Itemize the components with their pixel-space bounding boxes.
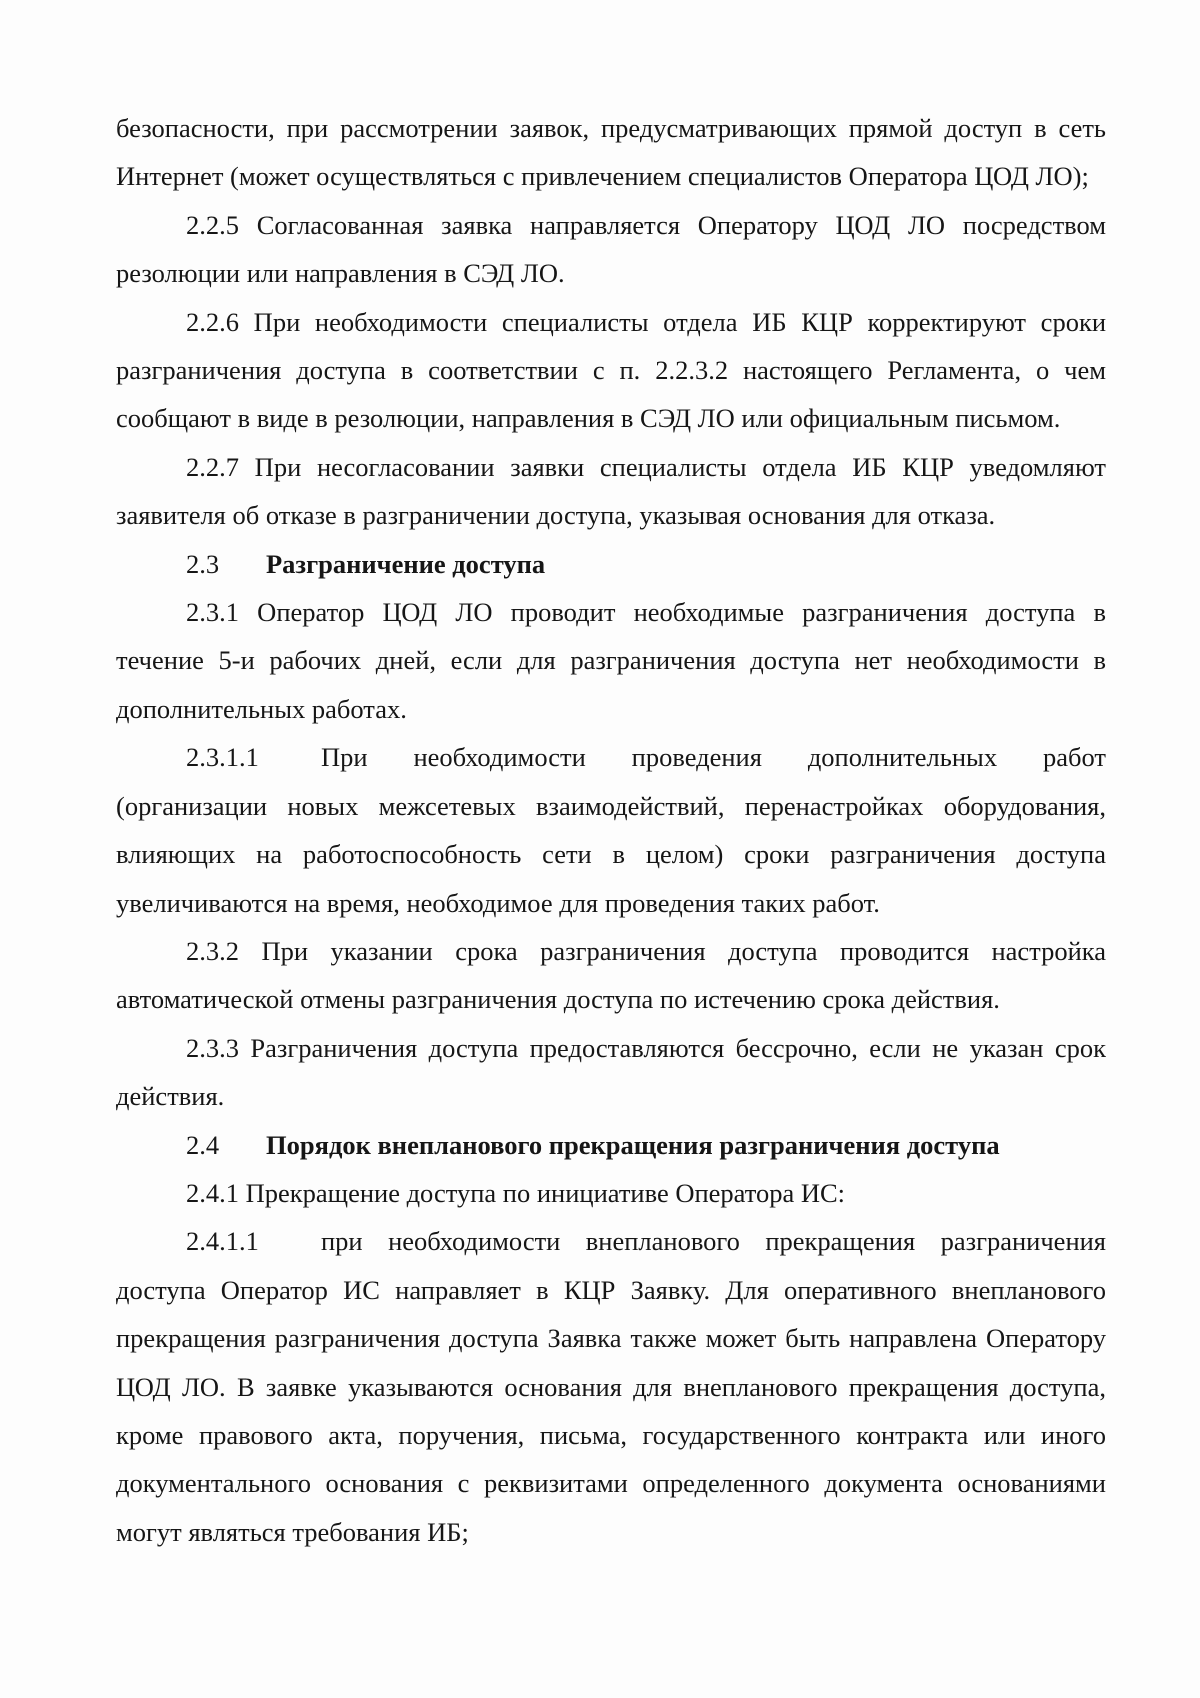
item-lead-words (321, 733, 1106, 781)
lead-word: прекращения (765, 1226, 916, 1257)
lead-word: проведения (631, 742, 762, 773)
paragraph-2-3-1-1-first-line (116, 733, 1106, 781)
paragraph-2-3-1-1-rest: (организации новых межсетевых взаимодействий, перенастройках оборудования, влияющих на работоспособность сети в целом) сроки разграничения доступа увеличиваются на время, необходимое для проведения таких работ. (116, 790, 1106, 918)
lead-word: При (321, 742, 368, 773)
lead-word: необходимости (388, 1226, 561, 1257)
paragraph-2-4-1-1-first-line (116, 1217, 1106, 1265)
paragraph-2-4-1: 2.4.1 Прекращение доступа по инициативе Оператора ИС: (186, 1177, 846, 1208)
section-heading-2-4 (116, 1121, 1106, 1169)
document-body (116, 104, 1106, 1556)
lead-word: разграничения (940, 1226, 1106, 1257)
item-number: 2.4.1.1 (186, 1226, 259, 1257)
paragraph-continuation: безопасности, при рассмотрении заявок, предусматривающих прямой доступ в сеть Интернет (может осуществляться с привлечением специалистов Оператора ЦОД ЛО); (116, 113, 1106, 192)
section-title: Порядок внепланового прекращения разграничения доступа (266, 1129, 1000, 1160)
section-heading-2-3 (116, 540, 1106, 588)
lead-word: работ (1043, 742, 1106, 773)
paragraph-2-2-5: 2.2.5 Согласованная заявка направляется Оператору ЦОД ЛО посредством резолюции или направления в СЭД ЛО. (116, 209, 1106, 289)
paragraph-2-4-1-1-rest: доступа Оператор ИС направляет в КЦР Заявку. Для оперативного внепланового прекращения разграничения доступа Заявка также может быть направлена Оператору ЦОД ЛО. В заявке указываются основания для внепланового прекращения доступа, кроме правового акта, поручения, письма, государственного контракта или иного документального основания с реквизитами определенного документа основаниями могут являться требования ИБ; (116, 1274, 1106, 1547)
item-lead-words (321, 1217, 1106, 1265)
paragraph-2-3-3: 2.3.3 Разграничения доступа предоставляются бессрочно, если не указан срок действия. (116, 1032, 1106, 1112)
lead-word: при (321, 1226, 363, 1257)
paragraph-2-3-2: 2.3.2 При указании срока разграничения доступа проводится настройка автоматической отмены разграничения доступа по истечению срока действия. (116, 935, 1106, 1015)
lead-word: внепланового (585, 1226, 740, 1257)
paragraph-2-2-7: 2.2.7 При несогласовании заявки специалисты отдела ИБ КЦР уведомляют заявителя об отказе в разграничении доступа, указывая основания для отказа. (116, 451, 1106, 531)
item-number: 2.3.1.1 (186, 742, 259, 773)
lead-word: необходимости (413, 742, 586, 773)
lead-word: дополнительных (807, 742, 998, 773)
section-number: 2.4 (186, 1129, 220, 1160)
paragraph-2-2-6: 2.2.6 При необходимости специалисты отдела ИБ КЦР корректируют сроки разграничения доступа в соответствии с п. 2.2.3.2 настоящего Регламента, о чем сообщают в виде в резолюции, направления в СЭД ЛО или официальным письмом. (116, 306, 1106, 434)
section-title: Разграничение доступа (266, 548, 546, 579)
section-number: 2.3 (186, 548, 220, 579)
paragraph-2-3-1: 2.3.1 Оператор ЦОД ЛО проводит необходимые разграничения доступа в течение 5-и рабочих дней, если для разграничения доступа нет необходимости в дополнительных работах. (116, 597, 1106, 724)
